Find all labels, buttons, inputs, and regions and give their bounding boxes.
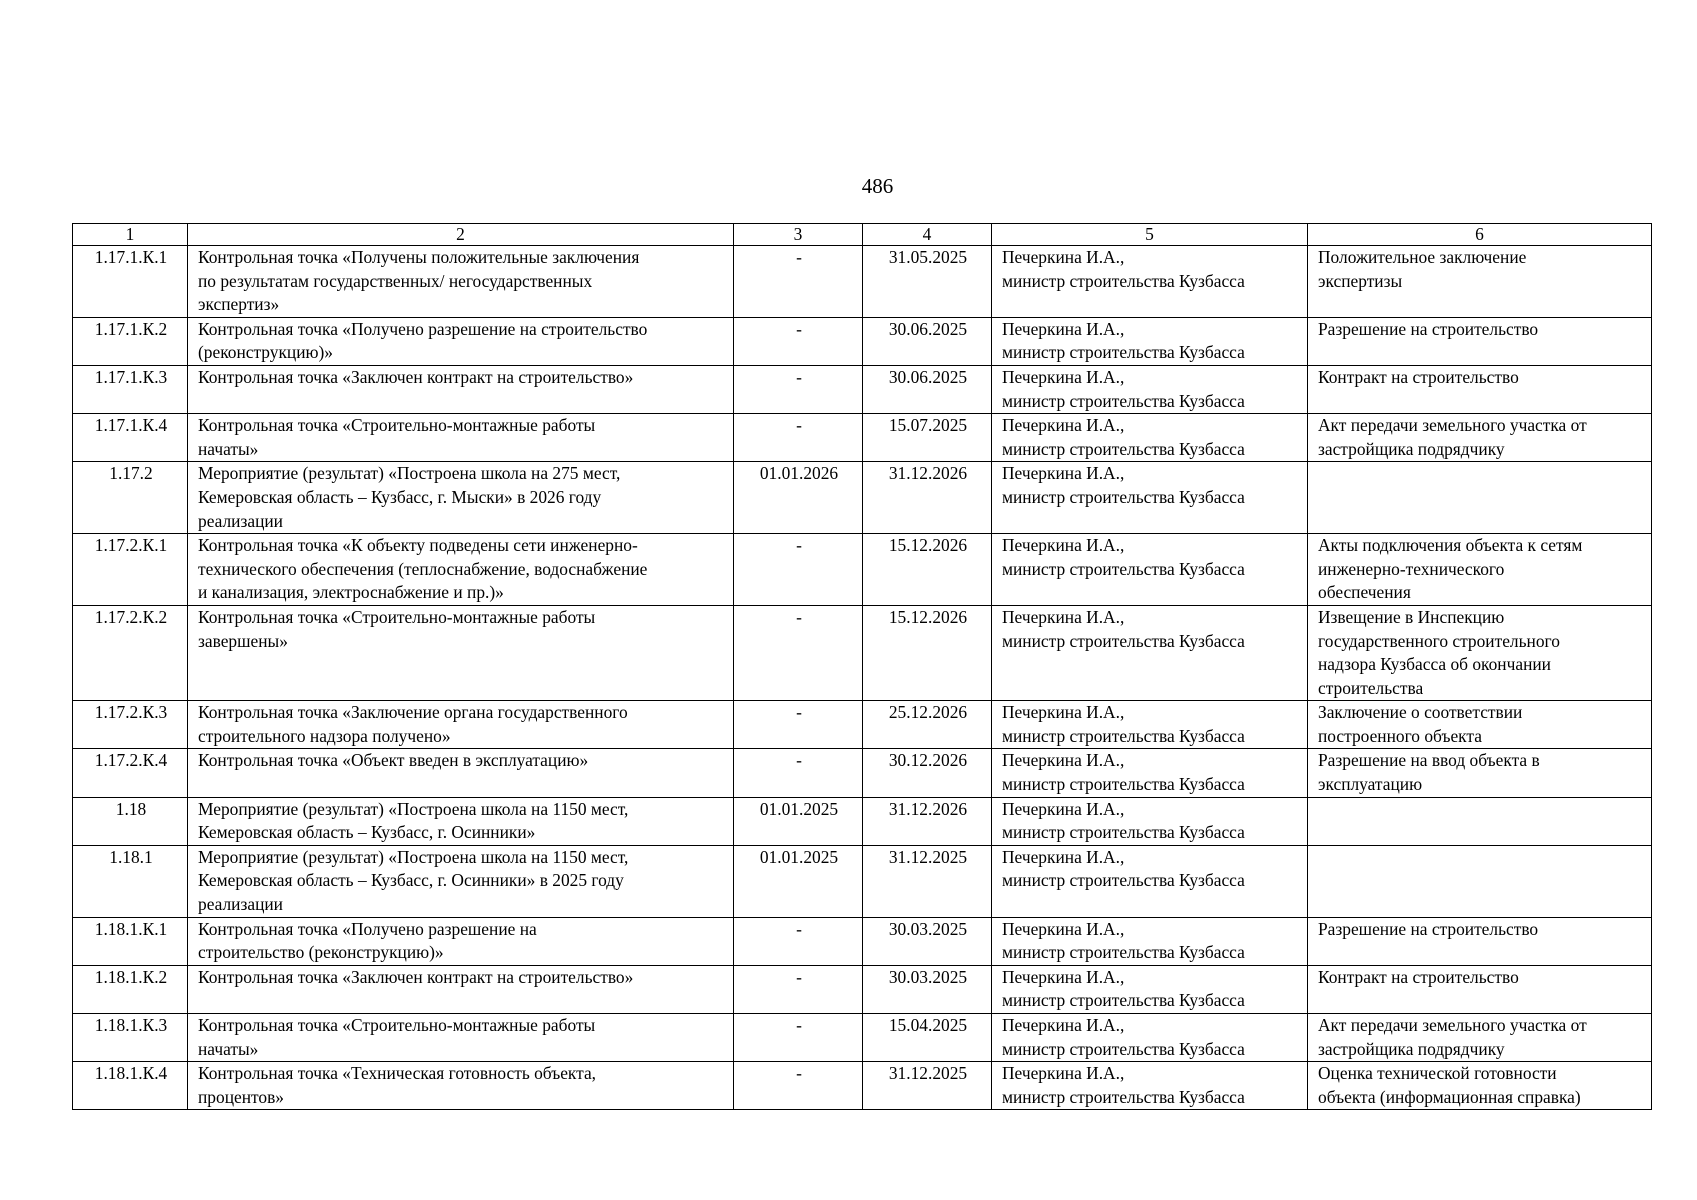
cell-line: завершены» [198,630,288,651]
document-cell [1308,414,1652,462]
end-date-cell: 30.12.2026 [863,749,992,797]
document-cell [1308,246,1652,318]
end-date-cell: 31.12.2025 [863,845,992,917]
cell-line: министр строительства Кузбасса [1002,486,1245,507]
item-number-cell: 1.17.2.К.1 [73,534,188,606]
cell-line: министр строительства Кузбасса [1002,630,1245,651]
cell-line: и канализация, электроснабжение и пр.)» [198,582,504,603]
item-number-cell: 1.17.1.К.1 [73,246,188,318]
cell-line: Кемеровская область – Кузбасс, г. Мыски» в 2026 году [198,486,602,507]
item-number-cell: 1.18.1.К.4 [73,1062,188,1110]
cell-line: Печеркина И.А., [1002,966,1125,987]
document-cell [1308,845,1652,917]
responsible-cell [992,1014,1308,1062]
start-date-cell: - [734,317,863,365]
cell-line: министр строительства Кузбасса [1002,438,1245,459]
cell-line: реализации [198,510,283,531]
item-number-cell: 1.17.1.К.4 [73,414,188,462]
table-row [73,1014,1652,1062]
cell-line: Разрешение на ввод объекта в [1318,750,1540,771]
cell-line: экспертиз» [198,294,280,315]
cell-line: (реконструкцию)» [198,342,334,363]
responsible-cell [992,462,1308,534]
cell-line: министр строительства Кузбасса [1002,1038,1245,1059]
start-date-cell: - [734,965,863,1013]
table-row [73,317,1652,365]
table-row [73,246,1652,318]
cell-line: государственного строительного [1318,630,1560,651]
start-date-cell: 01.01.2025 [734,797,863,845]
cell-line: Контрольная точка «К объекту подведены сети инженерно- [198,535,638,556]
responsible-cell [992,246,1308,318]
cell-line: Мероприятие (результат) «Построена школа на 1150 мест, [198,798,629,819]
end-date-cell: 15.12.2026 [863,534,992,606]
item-number-cell: 1.18.1.К.2 [73,965,188,1013]
responsible-cell [992,965,1308,1013]
end-date-cell: 15.04.2025 [863,1014,992,1062]
cell-line: Контрольная точка «Строительно-монтажные работы [198,1015,596,1035]
cell-line: Разрешение на строительство [1318,918,1539,939]
end-date-cell: 31.12.2026 [863,462,992,534]
start-date-cell: - [734,917,863,965]
cell-line: Печеркина И.А., [1002,750,1125,771]
description-cell [188,917,734,965]
document-cell [1308,365,1652,413]
cell-line: Контракт на строительство [1318,966,1519,987]
cell-line: Контрольная точка «Заключен контракт на строительство» [198,966,634,987]
item-number-cell: 1.17.2.К.4 [73,749,188,797]
column-number-row [73,224,1652,246]
cell-line: Мероприятие (результат) «Построена школа на 1150 мест, [198,846,629,867]
document-cell [1308,605,1652,700]
cell-line: строительства [1318,677,1424,698]
description-cell [188,1014,734,1062]
description-cell [188,749,734,797]
item-number-cell: 1.17.2.К.2 [73,605,188,700]
cell-line: застройщика подрядчику [1318,438,1505,459]
cell-line: министр строительства Кузбасса [1002,870,1245,891]
cell-line: надзора Кузбасса об окончании [1318,654,1551,675]
table-row [73,1062,1652,1110]
cell-line: министр строительства Кузбасса [1002,990,1245,1011]
item-number-cell: 1.17.2 [73,462,188,534]
cell-line: Печеркина И.А., [1002,702,1125,723]
cell-line: Контрольная точка «Строительно-монтажные работы [198,415,596,436]
description-cell [188,534,734,606]
cell-line: процентов» [198,1086,285,1107]
cell-line: министр строительства Кузбасса [1002,558,1245,579]
cell-line: Контрольная точка «Заключение органа государственного [198,702,628,723]
responsible-cell [992,797,1308,845]
cell-line: Печеркина И.А., [1002,318,1125,339]
cell-line: Контракт на строительство [1318,366,1519,387]
table-row [73,462,1652,534]
end-date-cell: 31.05.2025 [863,246,992,318]
end-date-cell: 15.12.2026 [863,605,992,700]
responsible-cell [992,845,1308,917]
table-row [73,749,1652,797]
cell-line: Кемеровская область – Кузбасс, г. Осинники» в 2025 году [198,870,624,891]
end-date-cell: 31.12.2026 [863,797,992,845]
responsible-cell [992,317,1308,365]
document-cell [1308,749,1652,797]
cell-line: министр строительства Кузбасса [1002,342,1245,363]
description-cell [188,797,734,845]
cell-line: Печеркина И.А., [1002,247,1125,267]
description-cell [188,1062,734,1110]
table-row [73,605,1652,700]
document-cell [1308,701,1652,749]
table-row [73,965,1652,1013]
cell-line: министр строительства Кузбасса [1002,822,1245,843]
responsible-cell [992,365,1308,413]
cell-line: Печеркина И.А., [1002,415,1125,436]
end-date-cell: 30.06.2025 [863,317,992,365]
column-header-2: 2 [188,224,734,246]
description-cell [188,317,734,365]
cell-line: Печеркина И.А., [1002,798,1125,819]
table-row [73,797,1652,845]
table-row [73,414,1652,462]
cell-line: начаты» [198,1038,259,1059]
cell-line: Контрольная точка «Строительно-монтажные работы [198,606,596,627]
responsible-cell [992,1062,1308,1110]
column-header-5: 5 [992,224,1308,246]
cell-line: Печеркина И.А., [1002,846,1125,867]
description-cell [188,414,734,462]
cell-line: экспертизы [1318,270,1403,291]
cell-line: Мероприятие (результат) «Построена школа на 275 мест, [198,463,621,484]
column-header-4: 4 [863,224,992,246]
cell-line: министр строительства Кузбасса [1002,774,1245,795]
table-row [73,701,1652,749]
document-cell [1308,797,1652,845]
responsible-cell [992,749,1308,797]
start-date-cell: - [734,534,863,606]
item-number-cell: 1.17.1.К.2 [73,317,188,365]
table-row [73,534,1652,606]
cell-line: объекта (информационная справка) [1318,1086,1581,1107]
start-date-cell: - [734,1062,863,1110]
document-cell [1308,1014,1652,1062]
cell-line: строительство (реконструкцию)» [198,942,444,963]
cell-line: Печеркина И.А., [1002,535,1125,556]
item-number-cell: 1.17.2.К.3 [73,701,188,749]
cell-line: Печеркина И.А., [1002,1015,1125,1035]
table-body [73,246,1652,1110]
start-date-cell: - [734,246,863,318]
page-number: 486 [861,174,894,198]
cell-line: построенного объекта [1318,725,1482,746]
cell-line: Кемеровская область – Кузбасс, г. Осинники» [198,822,536,843]
cell-line: технического обеспечения (теплоснабжение, водоснабжение [198,558,648,579]
start-date-cell: - [734,605,863,700]
start-date-cell: - [734,365,863,413]
cell-line: Заключение о соответствии [1318,702,1523,723]
document-cell [1308,1062,1652,1110]
end-date-cell: 31.12.2025 [863,1062,992,1110]
cell-line: Акт передачи земельного участка от [1318,415,1587,436]
start-date-cell: - [734,749,863,797]
cell-line: Контрольная точка «Объект введен в эксплуатацию» [198,750,589,771]
item-number-cell: 1.18.1 [73,845,188,917]
start-date-cell: 01.01.2025 [734,845,863,917]
cell-line: Акт передачи земельного участка от [1318,1015,1587,1035]
description-cell [188,701,734,749]
cell-line: Печеркина И.А., [1002,1063,1125,1084]
responsible-cell [992,605,1308,700]
end-date-cell: 30.03.2025 [863,965,992,1013]
cell-line: министр строительства Кузбасса [1002,1086,1245,1107]
cell-line: Печеркина И.А., [1002,366,1125,387]
end-date-cell: 30.06.2025 [863,365,992,413]
cell-line: строительного надзора получено» [198,725,451,746]
cell-line: Оценка технической готовности [1318,1063,1557,1084]
responsible-cell [992,701,1308,749]
column-header-6: 6 [1308,224,1652,246]
cell-line: Контрольная точка «Получено разрешение на [198,918,537,939]
item-number-cell: 1.18 [73,797,188,845]
document-cell [1308,965,1652,1013]
table-row [73,917,1652,965]
end-date-cell: 25.12.2026 [863,701,992,749]
cell-line: Контрольная точка «Техническая готовность объекта, [198,1063,597,1084]
cell-line: по результатам государственных/ негосударственных [198,270,593,291]
description-cell [188,845,734,917]
responsible-cell [992,534,1308,606]
cell-line: Положительное заключение [1318,247,1527,267]
table-row [73,845,1652,917]
cell-line: министр строительства Кузбасса [1002,390,1245,411]
cell-line: Печеркина И.А., [1002,918,1125,939]
cell-line: застройщика подрядчику [1318,1038,1505,1059]
cell-line: министр строительства Кузбасса [1002,725,1245,746]
cell-line: Контрольная точка «Получено разрешение на строительство [198,318,648,339]
cell-line: обеспечения [1318,582,1411,603]
cell-line: Печеркина И.А., [1002,606,1125,627]
description-cell [188,246,734,318]
responsible-cell [992,917,1308,965]
start-date-cell: - [734,1014,863,1062]
item-number-cell: 1.18.1.К.1 [73,917,188,965]
cell-line: министр строительства Кузбасса [1002,270,1245,291]
column-header-3: 3 [734,224,863,246]
table-row [73,365,1652,413]
document-cell [1308,462,1652,534]
document-cell [1308,917,1652,965]
cell-line: инженерно-технического [1318,558,1505,579]
cell-line: эксплуатацию [1318,774,1423,795]
start-date-cell: - [734,701,863,749]
document-cell [1308,534,1652,606]
description-cell [188,365,734,413]
cell-line: начаты» [198,438,259,459]
description-cell [188,605,734,700]
cell-line: Акты подключения объекта к сетям [1318,535,1583,556]
table-header [73,224,1652,246]
cell-line: Извещение в Инспекцию [1318,606,1505,627]
item-number-cell: 1.17.1.К.3 [73,365,188,413]
cell-line: министр строительства Кузбасса [1002,942,1245,963]
cell-line: Разрешение на строительство [1318,318,1539,339]
start-date-cell: - [734,414,863,462]
end-date-cell: 15.07.2025 [863,414,992,462]
end-date-cell: 30.03.2025 [863,917,992,965]
column-header-1: 1 [73,224,188,246]
cell-line: реализации [198,894,283,915]
cell-line: Контрольная точка «Получены положительные заключения [198,247,640,267]
document-cell [1308,317,1652,365]
description-cell [188,965,734,1013]
control-points-table [72,223,1652,1110]
responsible-cell [992,414,1308,462]
description-cell [188,462,734,534]
item-number-cell: 1.18.1.К.3 [73,1014,188,1062]
start-date-cell: 01.01.2026 [734,462,863,534]
cell-line: Печеркина И.А., [1002,463,1125,484]
cell-line: Контрольная точка «Заключен контракт на строительство» [198,366,634,387]
